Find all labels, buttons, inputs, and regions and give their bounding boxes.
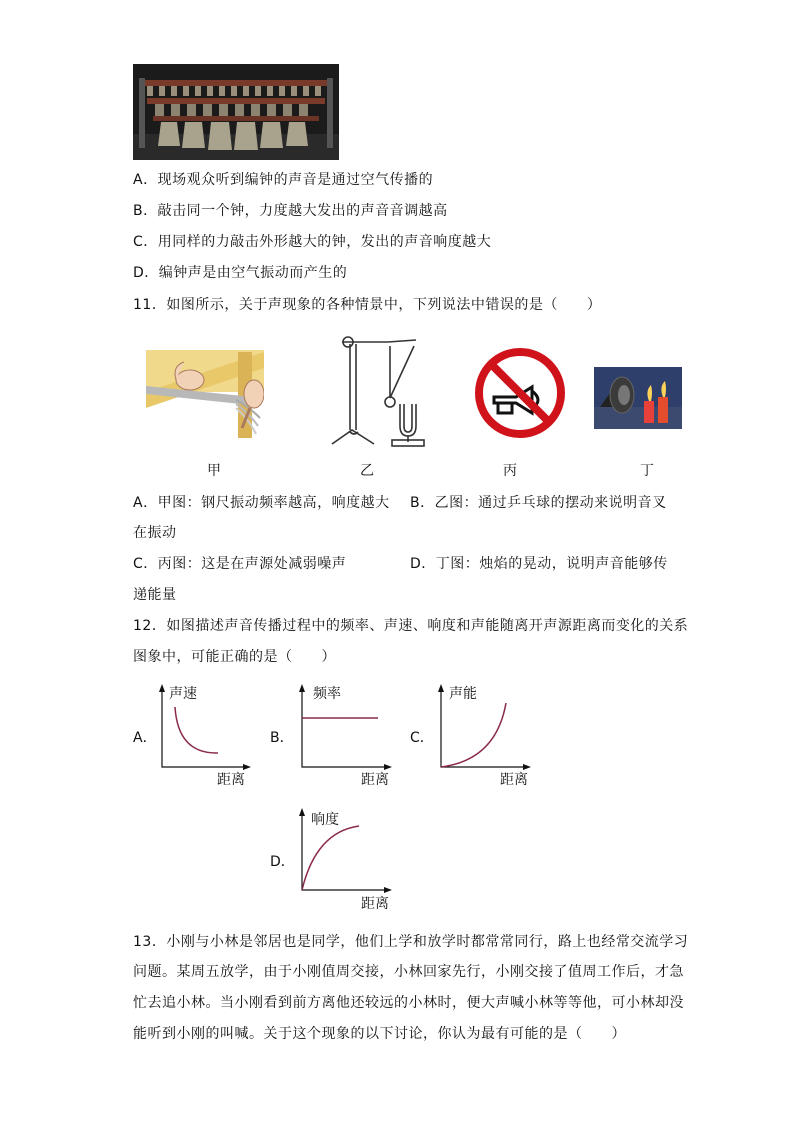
graph-b-xlabel: 距离 [361,772,389,788]
q11-option-b-line2: 在振动 [133,525,177,541]
graph-c [410,684,531,788]
caption-jia: 甲 [207,463,221,479]
tuning-fork-figure [328,332,440,448]
graph-d-xlabel: 距离 [361,896,389,912]
graph-d-ylabel: 响度 [311,812,339,828]
graph-c-ylabel: 声能 [449,686,477,702]
q11-option-b-line1: B．乙图：通过乒乓球的摆动来说明音叉 [410,495,667,511]
graph-c-curve [441,703,506,767]
q11-stem: 11．如图所示，关于声现象的各种情景中，下列说法中错误的是（ ） [133,297,602,313]
q10-option-d: D．编钟声是由空气振动而产生的 [133,265,348,281]
caption-yi: 乙 [360,463,374,479]
q10-option-a: A．现场观众听到编钟的声音是通过空气传播的 [133,172,434,188]
q12-stem-line1: 12．如图描述声音传播过程中的频率、声速、响度和声能随离开声源距离而变化的关系 [133,618,689,634]
graph-c-letter: C． [410,730,434,746]
q11-option-a: A．甲图：钢尺振动频率越高，响度越大 [133,495,390,511]
q13-line1: 13．小刚与小林是邻居也是同学，他们上学和放学时都常常同行，路上也经常交流学习 [133,934,689,950]
q13-line3: 忙去追小林。当小刚看到前方离他还较远的小林时，便大声喊小林等等他，可小林却没 [133,995,684,1011]
graph-b [270,684,392,788]
graph-d-curve [302,826,359,890]
no-horn-sign [474,347,566,439]
q11-option-c: C．丙图：这是在声源处减弱噪声 [133,556,347,572]
graph-a-xlabel: 距离 [217,772,245,788]
graph-d [270,808,392,912]
graph-d-letter: D． [270,854,295,870]
q10-option-b: B．敲击同一个钟，力度越大发出的声音音调越高 [133,203,448,219]
graph-a-letter: A． [133,730,157,746]
caption-bing: 丙 [503,463,517,479]
speaker-candle-figure [594,367,682,429]
caption-ding: 丁 [640,463,654,479]
q11-option-d-line1: D．丁图：烛焰的晃动，说明声音能够传 [410,556,668,572]
graph-a [133,684,251,788]
q11-option-d-line2: 递能量 [133,587,177,603]
q10-option-c: C．用同样的力敲击外形越大的钟，发出的声音响度越大 [133,234,492,250]
q12-stem-line2: 图象中，可能正确的是（ ） [133,649,336,665]
ruler-on-table-figure [146,350,264,440]
bianzhong-photo [133,64,339,160]
graph-b-ylabel: 频率 [313,686,341,702]
graph-b-letter: B． [270,730,294,746]
q13-line4: 能听到小刚的叫喊。关于这个现象的以下讨论，你认为最有可能的是（ ） [133,1026,626,1042]
graph-a-ylabel: 声速 [169,686,197,702]
graph-a-curve [175,707,218,753]
q13-line2: 问题。某周五放学，由于小刚值周交接，小林回家先行，小刚交接了值周工作后，才急 [133,964,684,980]
graph-c-xlabel: 距离 [500,772,528,788]
